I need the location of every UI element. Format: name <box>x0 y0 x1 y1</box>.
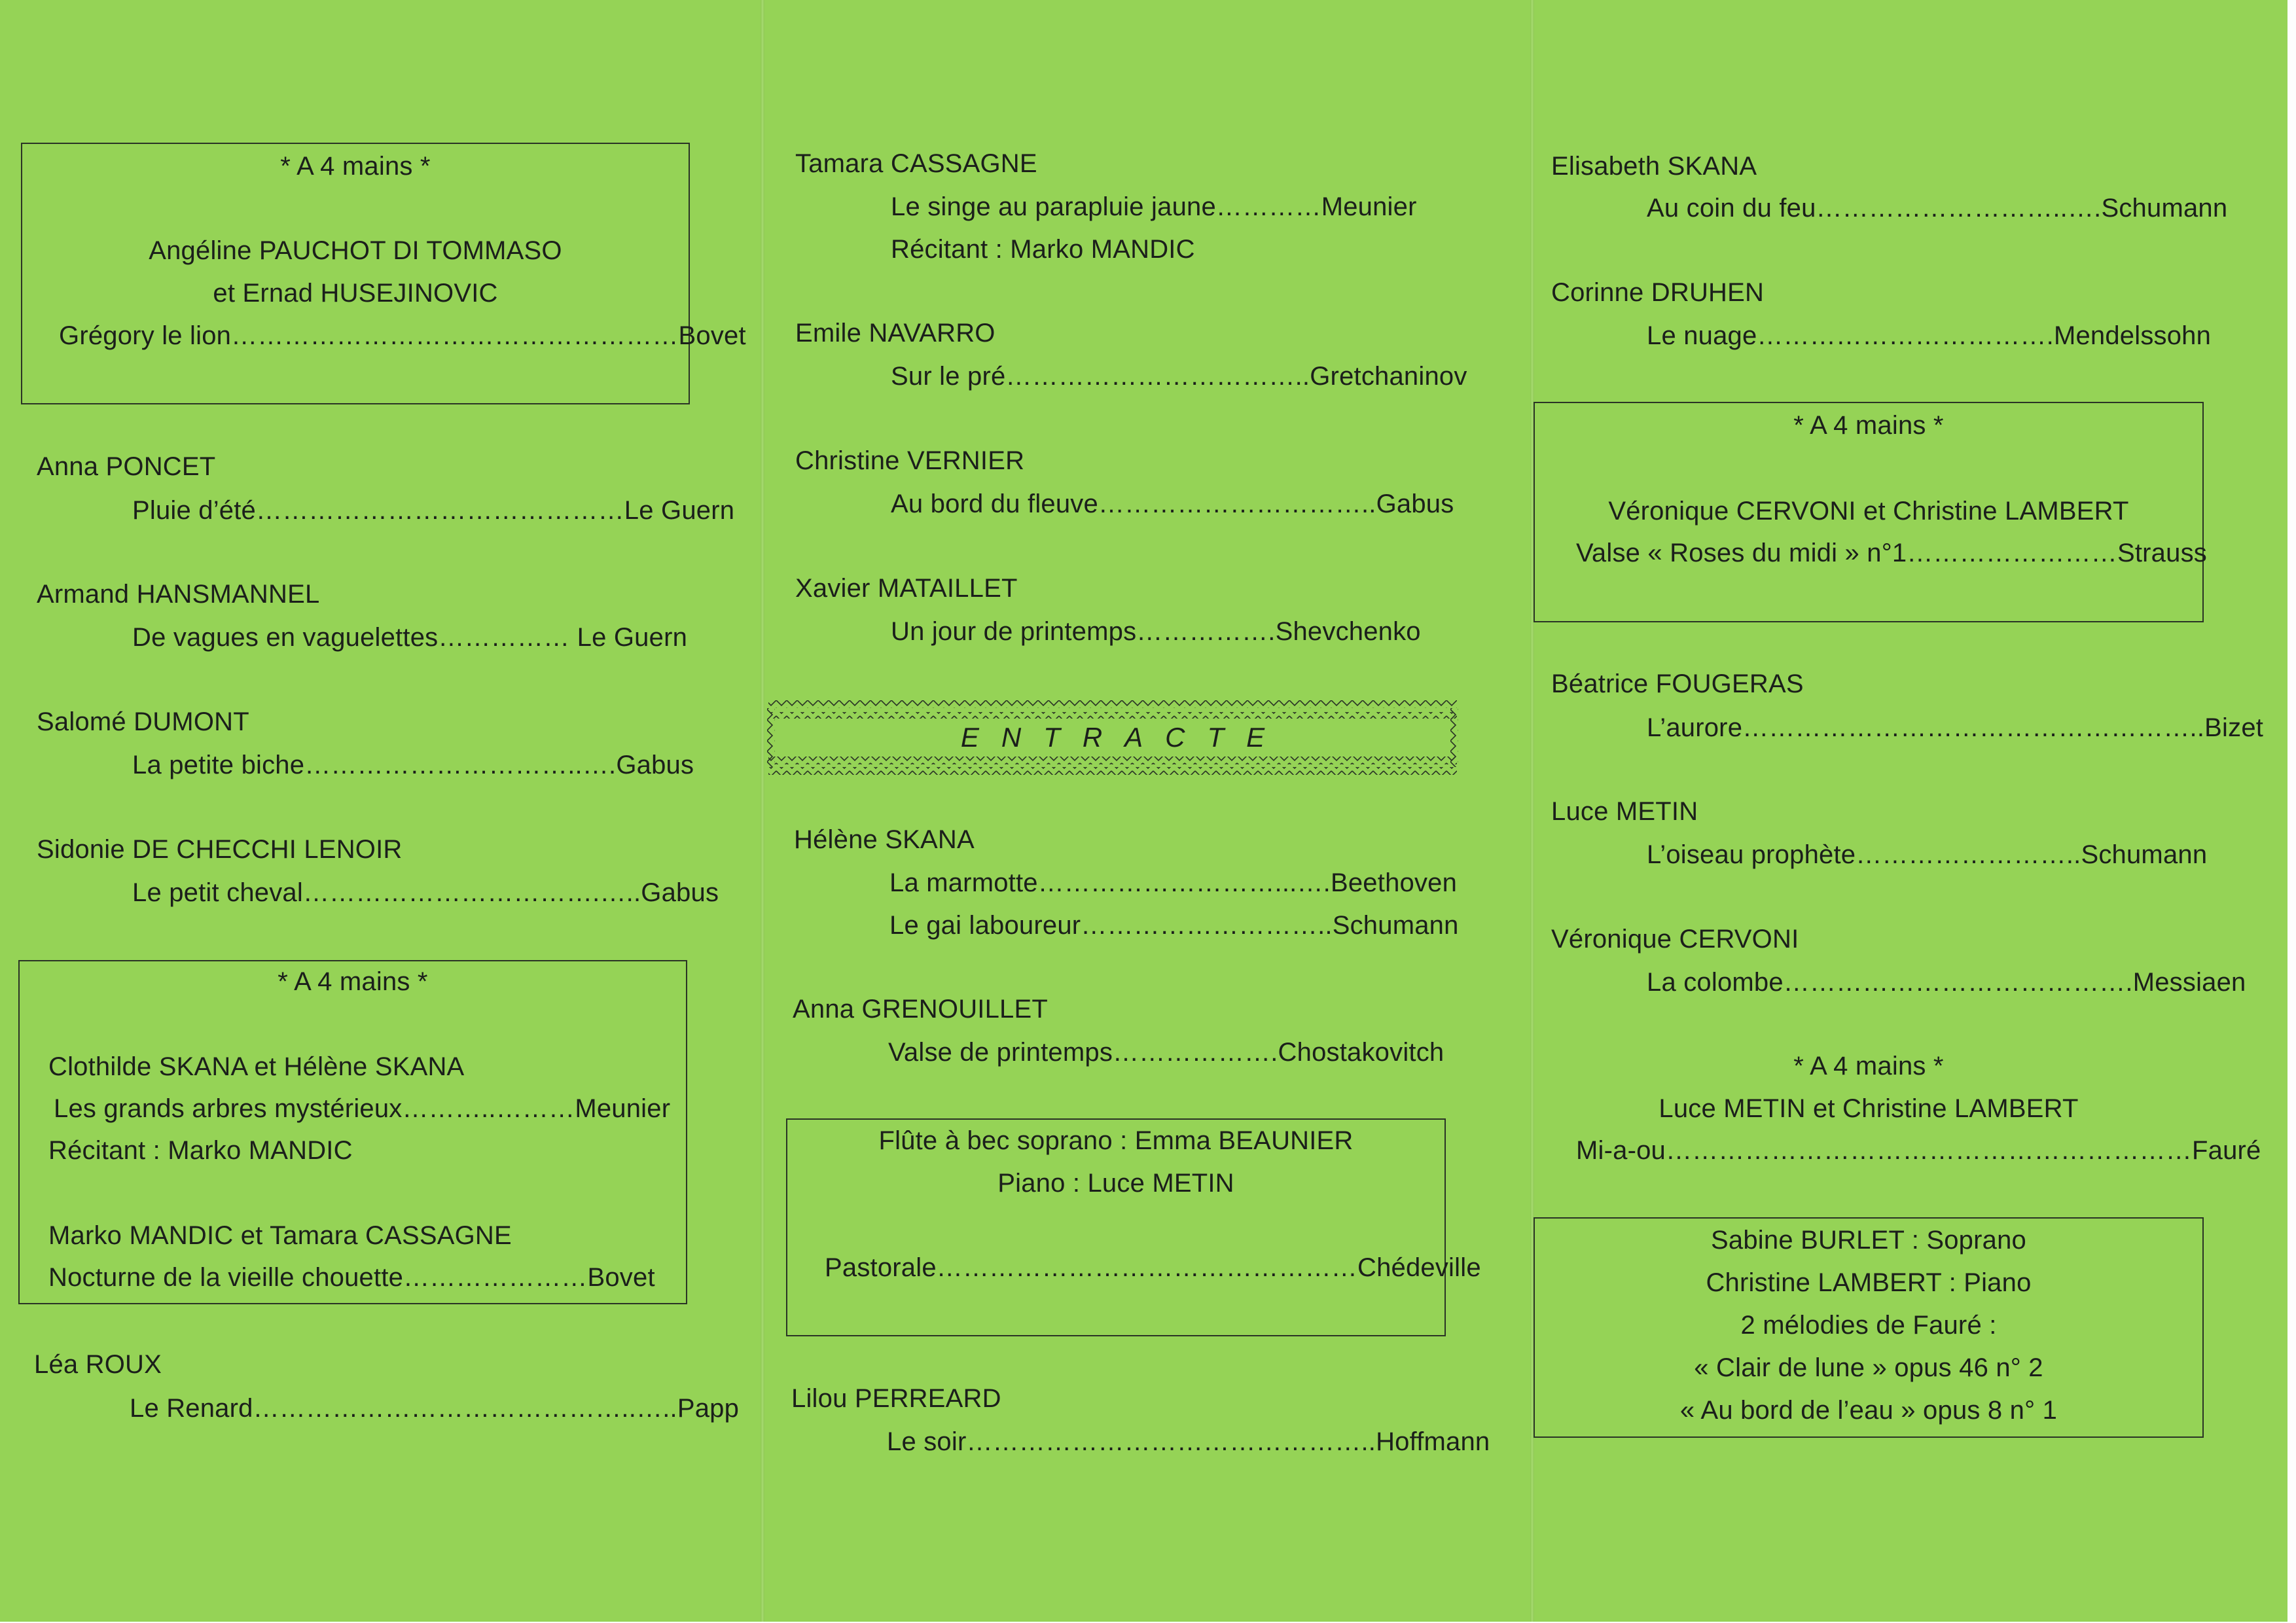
four-hands-heading: * A 4 mains * <box>278 967 428 996</box>
performer-name: Béatrice FOUGERAS <box>1551 669 1804 698</box>
performer-name: Tamara CASSAGNE <box>795 149 1037 178</box>
fold-line-left <box>761 0 764 1622</box>
performer-name: Elisabeth SKANA <box>1551 152 1757 181</box>
piece-line: Le soir………………………………………..Hoffmann <box>887 1427 1490 1456</box>
piece-line: Un jour de printemps…………….Shevchenko <box>891 617 1421 646</box>
piece-line: L’aurore……………………………………………..Bizet <box>1647 713 2264 742</box>
piece-line: Le petit cheval…………………………….…..Gabus <box>132 878 719 907</box>
performer-name: Luce METIN et Christine LAMBERT <box>1659 1094 2079 1123</box>
piece-line: Le Renard……………………………………..…..Papp <box>130 1394 740 1423</box>
piece-line: 2 mélodies de Fauré : <box>1740 1311 1997 1340</box>
piece-line: Valse « Roses du midi » n°1……………………Strauss <box>1576 539 2207 567</box>
narrator-line: Récitant : Marko MANDIC <box>48 1136 353 1165</box>
piece-line: Mi-a-ou……………………………………………………Fauré <box>1576 1136 2261 1165</box>
piece-line: Valse de printemps……………….Chostakovitch <box>888 1038 1444 1067</box>
piece-line: Nocturne de la vieille chouette…………………Bovet <box>48 1263 655 1292</box>
performer-name: et Ernad HUSEJINOVIC <box>213 279 498 308</box>
performer-name: Corinne DRUHEN <box>1551 278 1765 307</box>
performer-name: Luce METIN <box>1551 797 1698 826</box>
performer-name: Clothilde SKANA et Hélène SKANA <box>48 1052 465 1081</box>
four-hands-heading: * A 4 mains * <box>280 152 431 181</box>
performer-name: Emile NAVARRO <box>795 319 996 348</box>
piece-line: La colombe………………………………….Messiaen <box>1647 968 2246 997</box>
piece-line: Le singe au parapluie jaune…………Meunier <box>891 192 1417 221</box>
piece-line: Au bord du fleuve…………………………..Gabus <box>891 490 1454 518</box>
piece-line: Le gai laboureur………………………..Schumann <box>889 911 1459 940</box>
performer-name: Piano : Luce METIN <box>997 1169 1234 1198</box>
performer-name: Xavier MATAILLET <box>795 574 1018 603</box>
performer-name: Marko MANDIC et Tamara CASSAGNE <box>48 1221 512 1250</box>
performer-name: Hélène SKANA <box>794 825 975 854</box>
performer-name: Armand HANSMANNEL <box>37 580 320 609</box>
piece-line: La marmotte………………………...….Beethoven <box>889 868 1458 897</box>
four-hands-box-1 <box>21 143 690 404</box>
piece-line: Le nuage…………………………….Mendelssohn <box>1647 321 2212 350</box>
performer-name: Lilou PERREARD <box>791 1384 1001 1413</box>
piece-line: Les grands arbres mystérieux………..………Meunier <box>54 1094 671 1123</box>
four-hands-heading: * A 4 mains * <box>1793 1052 1944 1080</box>
piece-line: Pluie d’été……………………………………Le Guern <box>132 496 735 525</box>
intermission-banner <box>766 699 1460 776</box>
performer-name: Véronique CERVONI <box>1551 925 1799 954</box>
piece-line: La petite biche…………………………..….Gabus <box>132 751 694 779</box>
performer-name: Anna GRENOUILLET <box>793 995 1049 1024</box>
piece-line: Au coin du feu………………………..….Schumann <box>1647 194 2228 223</box>
piece-line: De vagues en vaguelettes…………… Le Guern <box>132 623 688 652</box>
performer-name: Sidonie DE CHECCHI LENOIR <box>37 835 403 864</box>
performer-name: Sabine BURLET : Soprano <box>1711 1226 2026 1255</box>
performer-name: Angéline PAUCHOT DI TOMMASO <box>149 236 562 265</box>
piece-line: L’oiseau prophète……………………..Schumann <box>1647 840 2208 869</box>
performer-name: Christine VERNIER <box>795 446 1025 475</box>
intermission-label: ENTRACTE <box>960 722 1287 753</box>
piece-line: « Au bord de l’eau » opus 8 n° 1 <box>1679 1396 2058 1425</box>
performer-name: Anna PONCET <box>37 452 216 481</box>
performer-name: Flûte à bec soprano : Emma BEAUNIER <box>878 1126 1354 1155</box>
piece-line: Grégory le lion……………………………………………Bovet <box>59 321 746 350</box>
performer-name: Christine LAMBERT : Piano <box>1706 1268 2032 1297</box>
piece-line: Pastorale…………………………………………Chédeville <box>825 1253 1481 1282</box>
performer-name: Salomé DUMONT <box>37 707 249 736</box>
piece-line: Sur le pré……………………………..Gretchaninov <box>891 362 1467 391</box>
four-hands-box-2 <box>18 960 687 1304</box>
four-hands-heading: * A 4 mains * <box>1793 411 1944 440</box>
piece-line: « Clair de lune » opus 46 n° 2 <box>1694 1353 2043 1382</box>
performer-name: Léa ROUX <box>34 1350 162 1379</box>
performer-name: Véronique CERVONI et Christine LAMBERT <box>1608 497 2129 526</box>
narrator-line: Récitant : Marko MANDIC <box>891 235 1195 264</box>
